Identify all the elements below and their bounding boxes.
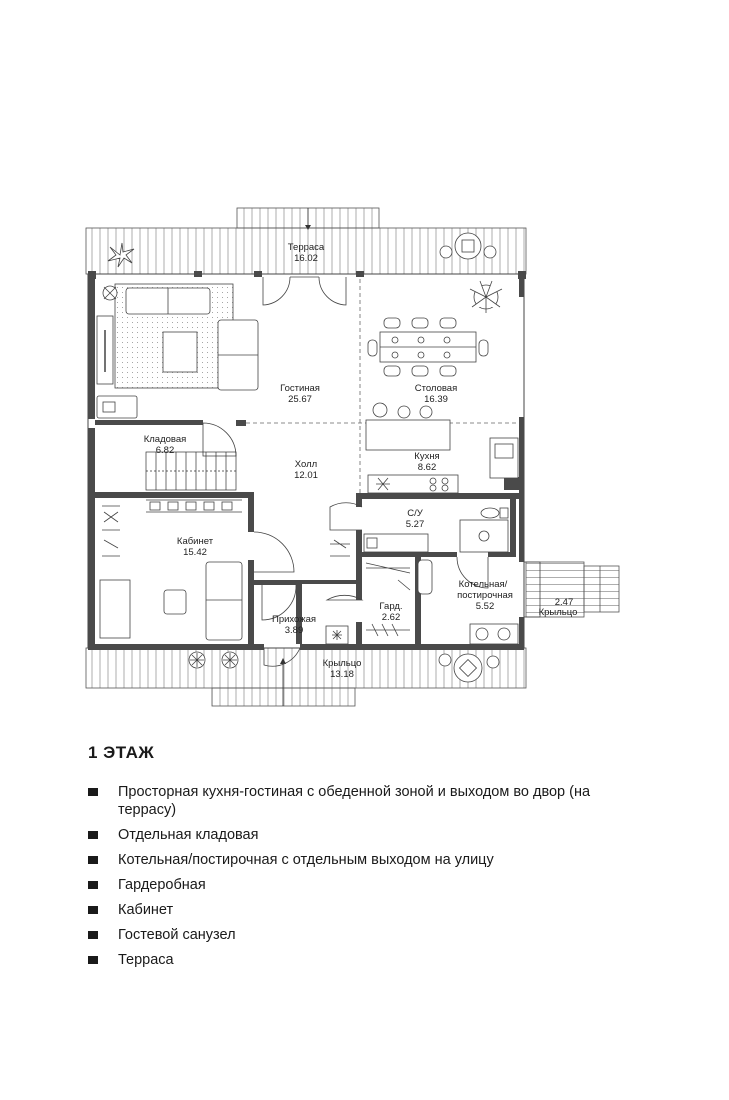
list-item (88, 876, 608, 894)
area-terrace-top: 16.02 (294, 253, 318, 264)
area-porch-bottom: 13.18 (330, 669, 354, 680)
list-item (88, 783, 608, 819)
bullet-icon (88, 788, 98, 796)
label-porch-side: Крыльцо (538, 607, 578, 618)
feature-text: Кабинет (118, 902, 174, 918)
label-terrace-top: Терраса (287, 242, 325, 253)
features-list (88, 783, 608, 976)
label-wardrobe: Гард. (379, 601, 403, 612)
list-item (88, 851, 608, 869)
label-boiler-1: Котельная/ (458, 579, 508, 590)
area-kitchen: 8.62 (417, 462, 437, 473)
bullet-icon (88, 931, 98, 939)
list-item (88, 951, 608, 969)
area-boiler: 5.52 (475, 601, 495, 612)
bullet-icon (88, 856, 98, 864)
label-hall: Холл (294, 459, 318, 470)
label-dining: Столовая (414, 383, 458, 394)
label-bath: С/У (407, 508, 423, 519)
area-dining: 16.39 (424, 394, 448, 405)
feature-text: Гардеробная (118, 877, 206, 893)
label-living: Гостиная (280, 383, 320, 394)
label-kitchen: Кухня (414, 451, 440, 462)
list-item (88, 926, 608, 944)
bullet-icon (88, 881, 98, 889)
label-storage: Кладовая (143, 434, 187, 445)
area-porch-side: 2.47 (554, 597, 574, 608)
feature-text: Гостевой санузел (118, 927, 236, 943)
label-boiler-2: постирочная (457, 590, 513, 601)
list-item (88, 826, 608, 844)
bullet-icon (88, 956, 98, 964)
area-entry: 3.89 (284, 625, 304, 636)
bullet-icon (88, 831, 98, 839)
feature-text: Котельная/постирочная с отдельным выходом на улицу (118, 852, 494, 868)
list-item (88, 901, 608, 919)
area-study: 15.42 (183, 547, 207, 558)
label-study: Кабинет (176, 536, 214, 547)
area-bath: 5.27 (405, 519, 425, 530)
area-living: 25.67 (288, 394, 312, 405)
area-hall: 12.01 (294, 470, 318, 481)
label-entry: Прихожая (271, 614, 317, 625)
bullet-icon (88, 906, 98, 914)
area-storage: 6.82 (155, 445, 175, 456)
feature-text: Терраса (118, 952, 174, 968)
area-wardrobe: 2.62 (381, 612, 401, 623)
feature-text: Отдельная кладовая (118, 827, 259, 843)
label-porch-bottom: Крыльцо (322, 658, 362, 669)
floor-title: 1 ЭТАЖ (88, 743, 155, 762)
feature-text: Просторная кухня-гостиная с обеденной зоной и выходом во двор (на террасу) (118, 784, 591, 818)
